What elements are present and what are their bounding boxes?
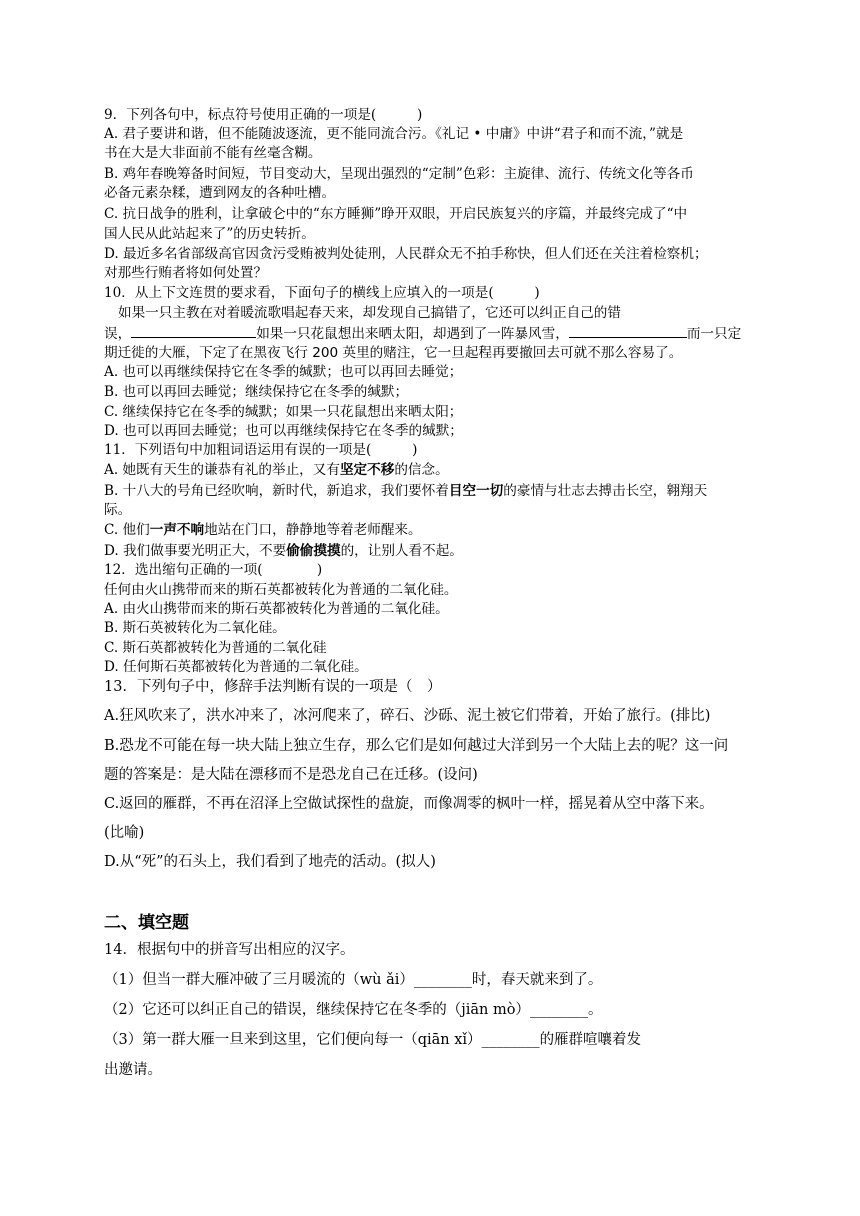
q10-option-b: B. 也可以再回去睡觉；继续保持它在冬季的缄默；	[104, 384, 409, 400]
q10-option-d: D. 也可以再回去睡觉；也可以再继续保持它在冬季的缄默；	[104, 423, 463, 439]
q13-option-a: A.狂风吹来了，洪水冲来了，冰河爬来了，碎石、沙砾、泥土被它们带着，开始了旅行。(排比)	[104, 708, 711, 724]
q9-option-c: C. 抗日战争的胜利，让拿破仑中的“东方睡狮”睁开双眼，开启民族复兴的序篇，并最终完成了“中	[104, 206, 688, 222]
q14-item-2-text: （2）它还可以纠正自己的错误，继续保持它在冬季的（jiān mò）	[104, 1002, 530, 1018]
q14-item-1-text-end: 时，春天就来到了。	[471, 972, 603, 988]
q11-b-text: B. 十八大的号角已经吹响，新时代，新追求，我们要怀着	[104, 483, 449, 499]
q11-option-b	[104, 481, 707, 501]
q10-blank-2[interactable]	[569, 323, 687, 338]
q14-item-2-blank[interactable]: ________	[529, 1002, 588, 1018]
q14-item-2-text-end: 。	[587, 1002, 603, 1018]
q12-sentence: 任何由火山携带而来的斯石英都被转化为普通的二氧化硅。	[104, 582, 458, 598]
q11-option-d	[104, 541, 463, 561]
q11-c-text-end: 地站在门口，静静地等着老师醒来。	[204, 522, 422, 538]
q11-c-bold-term: 一声不响	[149, 522, 205, 538]
q10-passage-line3: 期迁徙的大雁，下定了在黑夜飞行 200 英里的赌注，它一旦起程再要撤回去可就不那么容易了。	[104, 345, 683, 361]
q14-item-1	[104, 970, 602, 990]
q9-option-a: A. 君子要讲和谐，但不能随波逐流，更不能同流合污。《礼记 • 中庸》中讲“君子和而不流，”就是	[104, 126, 684, 142]
q14-item-1-blank[interactable]: ________	[413, 972, 472, 988]
q10-passage-line2	[104, 323, 741, 344]
q11-d-bold-term: 偷偷摸摸	[286, 543, 341, 559]
q12-stem: 12．选出缩句正确的一项( )	[104, 562, 323, 578]
q11-a-text: A. 她既有天生的谦恭有礼的举止，又有	[104, 462, 340, 478]
q10-passage-line1: 如果一只主教在对着暖流歌唱起春天来，却发现自己搞错了，它还可以纠正自己的错	[118, 305, 621, 321]
q9-option-b-cont: 必备元素杂糅，遭到网友的各种吐槽。	[104, 185, 336, 201]
q12-option-a: A. 由火山携带而来的斯石英都被转化为普通的二氧化硅。	[104, 601, 449, 617]
q11-stem: 11．下列语句中加粗词语运用有误的一项是( )	[104, 442, 418, 458]
q9-stem: 9．下列各句中，标点符号使用正确的一项是( )	[104, 107, 423, 123]
q11-d-text-end: 的，让别人看不起。	[340, 543, 463, 559]
q14-item-3-cont: 出邀请。	[104, 1062, 162, 1078]
q11-b-text-end: 的豪情与壮志去搏击长空，翱翔天	[503, 483, 708, 499]
q13-stem: 13．下列句子中，修辞手法判断有误的一项是（ ）	[104, 679, 442, 695]
q14-item-3	[104, 1030, 641, 1050]
q11-c-text: C. 他们	[104, 522, 150, 538]
q10-passage-seg2: 如果一只花鼠想出来晒太阳，却遇到了一阵暴风雪，	[256, 326, 569, 342]
q10-blank-1[interactable]	[131, 323, 256, 338]
q11-d-text: D. 我们做事要光明正大，不要	[104, 543, 287, 559]
q10-passage-seg3: 而一只定	[686, 326, 742, 342]
q13-option-c-cont: (比喻)	[104, 825, 145, 841]
q9-option-c-cont: 国人民从此站起来了”的历史转折。	[104, 226, 315, 242]
q14-stem: 14．根据句中的拼音写出相应的汉字。	[104, 942, 355, 958]
q10-option-c: C. 继续保持它在冬季的缄默；如果一只花鼠想出来晒太阳；	[104, 404, 463, 420]
q11-option-c	[104, 520, 422, 540]
q10-option-a: A. 也可以再继续保持它在冬季的缄默；也可以再回去睡觉；	[104, 364, 463, 380]
q12-option-b: B. 斯石英被转化为二氧化硅。	[104, 620, 286, 636]
q14-item-3-text: （3）第一群大雁一旦来到这里，它们便向每一（qiān xǐ）	[104, 1032, 482, 1048]
q11-option-b-cont: 际。	[104, 502, 132, 518]
q11-b-bold-term: 目空一切	[448, 483, 504, 499]
q14-item-3-text-end: 的雁群喧嚷着发	[539, 1032, 642, 1048]
q13-option-d: D.从“死”的石头上，我们看到了地壳的活动。(拟人)	[104, 854, 436, 870]
q11-option-a	[104, 460, 449, 480]
q14-item-1-text: （1）但当一群大雁冲破了三月暖流的（wù ǎi）	[104, 972, 414, 988]
q9-option-d: D. 最近多名省部级高官因贪污受贿被判处徒刑，人民群众无不拍手称快，但人们还在关注着检察机；	[104, 246, 708, 262]
q14-item-2	[104, 1000, 602, 1020]
q10-passage-seg1: 误，	[104, 326, 132, 342]
q12-option-d: D. 任何斯石英都被转化为普通的二氧化硅。	[104, 659, 368, 675]
section-title-fill-blank: 二、填空题	[104, 913, 189, 933]
q9-option-b: B. 鸡年春晚筹备时间短，节目变动大，呈现出强烈的“定制”色彩：主旋律、流行、传统文化等各币	[104, 166, 694, 182]
q14-item-3-blank[interactable]: ________	[481, 1032, 540, 1048]
q12-option-c: C. 斯石英都被转化为普通的二氧化硅	[104, 640, 327, 656]
q11-a-bold-term: 坚定不移	[339, 462, 395, 478]
q9-option-a-cont: 书在大是大非面前不能有丝毫含糊。	[104, 145, 322, 161]
q10-stem: 10．从上下文连贯的要求看，下面句子的横线上应填入的一项是( )	[104, 285, 540, 301]
q11-a-text-end: 的信念。	[394, 462, 449, 478]
q13-option-c: C.返回的雁群，不再在沼泽上空做试探性的盘旋，而像凋零的枫叶一样，摇晃着从空中落下来。	[104, 796, 714, 812]
q13-option-b-cont: 题的答案是：是大陆在漂移而不是恐龙自己在迁移。(设问)	[104, 767, 478, 783]
q13-option-b: B.恐龙不可能在每一块大陆上独立生存，那么它们是如何越过大洋到另一个大陆上去的呢？这一问	[104, 738, 729, 754]
q9-option-d-cont: 对那些行贿者将如何处置？	[104, 265, 268, 281]
